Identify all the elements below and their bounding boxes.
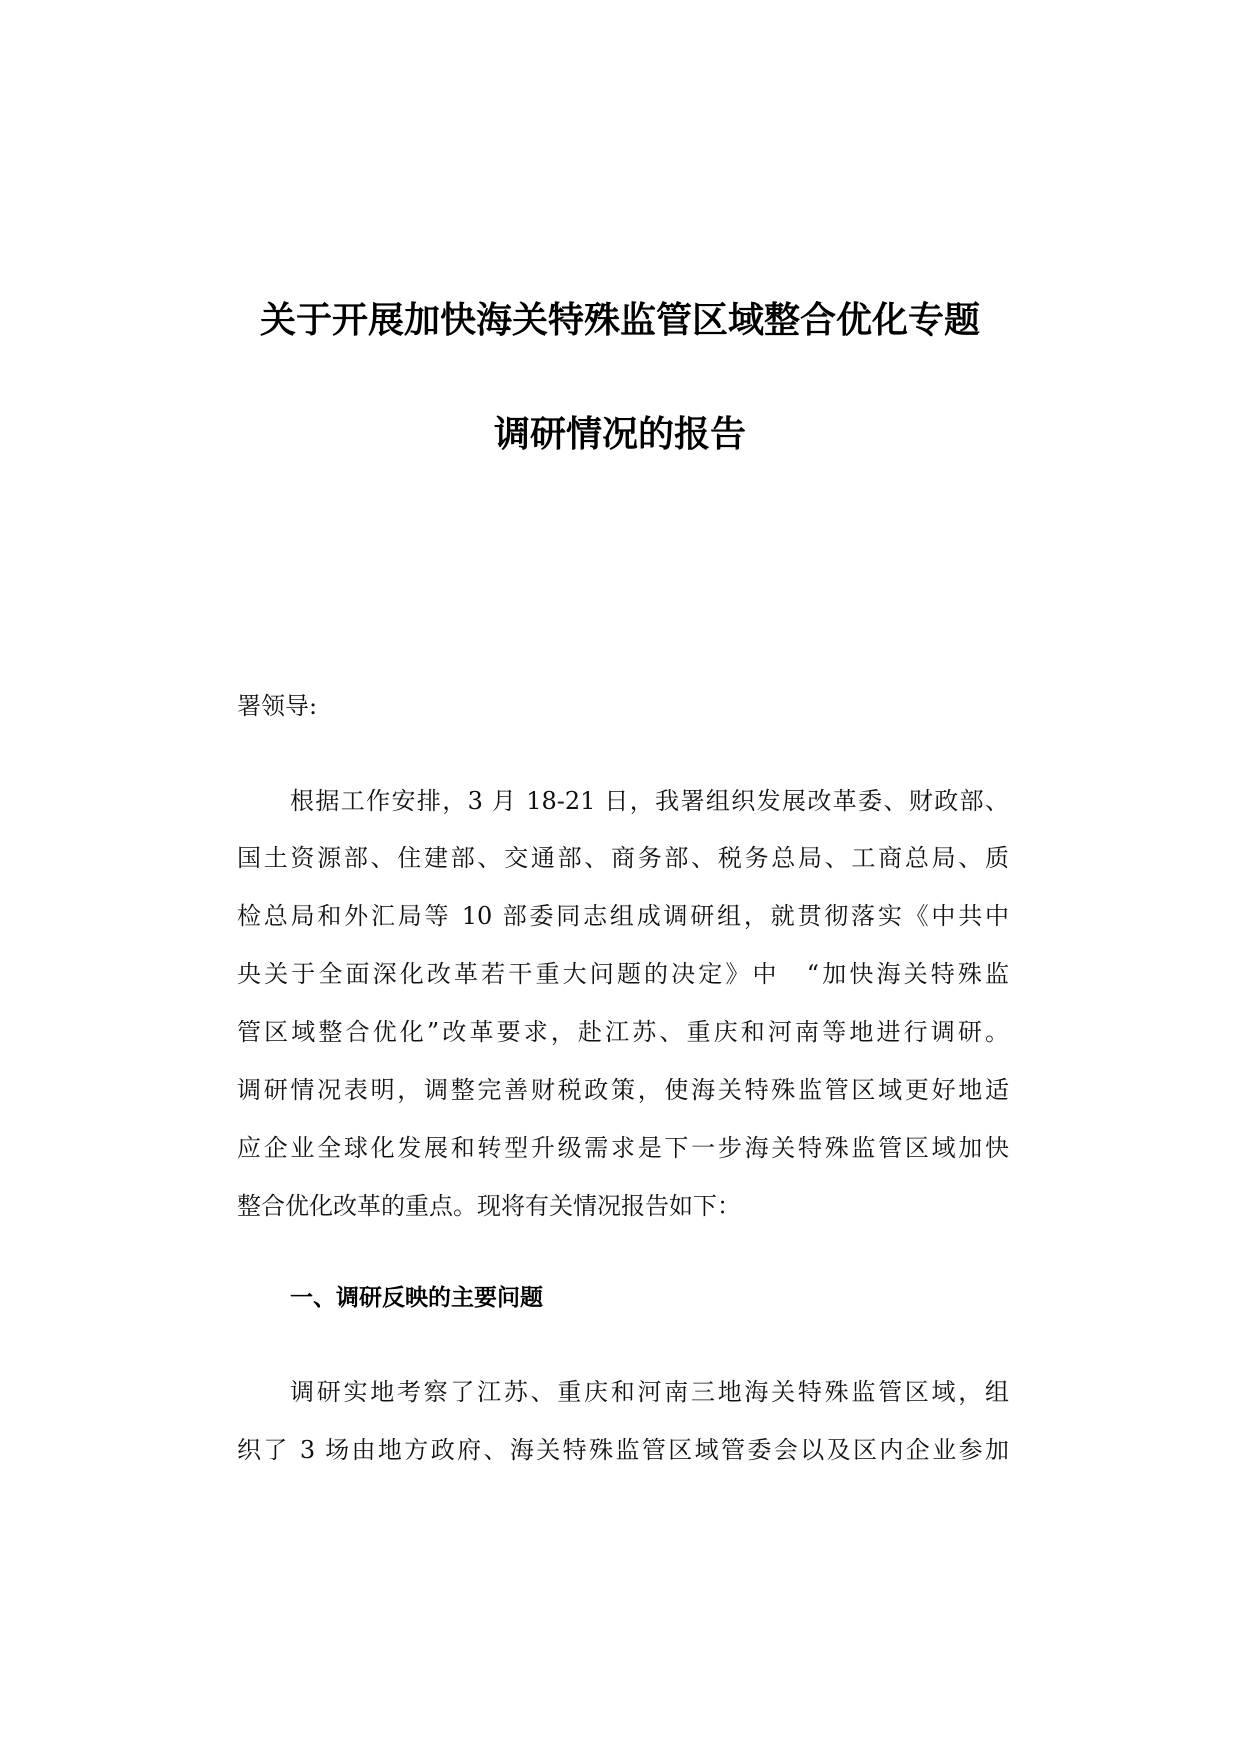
intro-paragraph-line: 整合优化改革的重点。现将有关情况报告如下：	[237, 1192, 741, 1220]
intro-paragraph-line: 央关于全面深化改革若干重大问题的决定》中 “加快海关特殊监	[237, 960, 1009, 988]
intro-paragraph-line: 应企业全球化发展和转型升级需求是下一步海关特殊监管区域加快	[237, 1134, 1009, 1162]
intro-paragraph-line: 管区域整合优化”改革要求，赴江苏、重庆和河南等地进行调研。	[237, 1018, 1009, 1046]
intro-paragraph-line: 国土资源部、住建部、交通部、商务部、税务总局、工商总局、质	[237, 844, 1009, 872]
section-heading: 一、调研反映的主要问题	[290, 1285, 543, 1311]
section-paragraph-line: 调研实地考察了江苏、重庆和河南三地海关特殊监管区域，组	[290, 1378, 1009, 1406]
intro-paragraph-line: 根据工作安排，3 月 18-21 日，我署组织发展改革委、财政部、	[290, 787, 1009, 815]
salutation: 署领导:	[237, 692, 318, 720]
intro-paragraph-line: 调研情况表明，调整完善财税政策，使海关特殊监管区域更好地适	[237, 1076, 1009, 1104]
section-paragraph-line: 织了 3 场由地方政府、海关特殊监管区域管委会以及区内企业参加	[237, 1436, 1009, 1464]
document-title-line-1: 关于开展加快海关特殊监管区域整合优化专题	[259, 299, 980, 341]
intro-paragraph-line: 检总局和外汇局等 10 部委同志组成调研组，就贯彻落实《中共中	[237, 902, 1009, 930]
document-title-line-2: 调研情况的报告	[493, 413, 746, 455]
